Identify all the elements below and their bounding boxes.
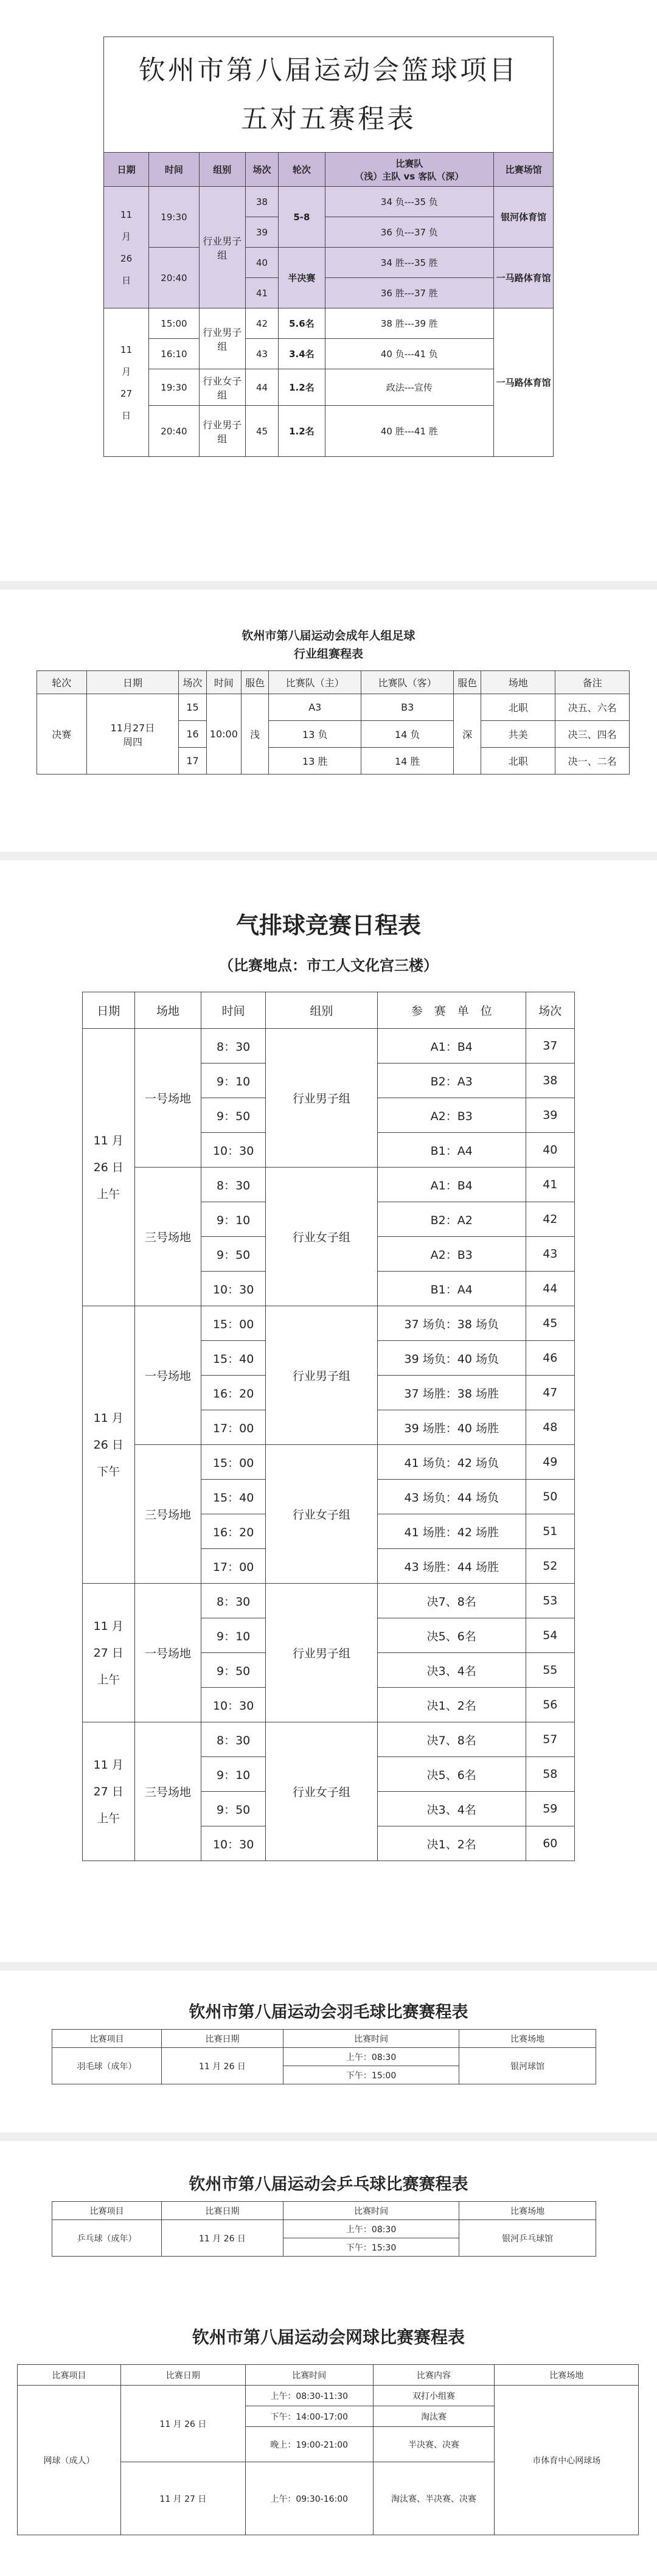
bd-time-am: 上午：08:30 [283, 2048, 459, 2066]
match-cell: 政法---宣传 [325, 369, 494, 406]
football-title-line2: 行业组赛程表 [293, 647, 363, 661]
vb-game: 39 [526, 1098, 574, 1133]
tn-content: 半决赛、决赛 [373, 2427, 495, 2462]
vb-court: 一号场地 [134, 1029, 201, 1168]
vb-units: A1：B4 [377, 1168, 526, 1202]
vb-game: 55 [526, 1653, 574, 1688]
round-cell: 1.2名 [279, 406, 325, 457]
header-round: 轮次 [279, 153, 325, 187]
tn-event: 网球（成人） [18, 2386, 121, 2535]
vb-time: 9：10 [201, 1063, 265, 1098]
fb-away: B3 [361, 694, 454, 721]
vb-game: 51 [526, 1514, 574, 1549]
fb-away: 14 负 [361, 721, 454, 748]
basketball-title-line2: 五对五赛程表 [241, 103, 416, 134]
bd-event: 羽毛球（成年） [52, 2048, 162, 2084]
vb-time: 15：40 [201, 1341, 265, 1376]
vb-game: 50 [526, 1480, 574, 1514]
tn-header: 比赛时间 [245, 2365, 373, 2386]
pp-time-am: 上午：08:30 [283, 2220, 459, 2238]
vb-game: 58 [526, 1757, 574, 1792]
fb-round: 决赛 [37, 694, 87, 775]
pingpong-section [0, 2171, 657, 2253]
bd-time-pm: 下午：15:00 [283, 2066, 459, 2084]
header-game: 场次 [245, 153, 278, 187]
vb-game: 56 [526, 1688, 574, 1722]
vb-time: 9：50 [201, 1237, 265, 1272]
fb-color-home: 浅 [242, 694, 269, 775]
header-teams [325, 153, 494, 187]
fb-header: 日期 [86, 671, 179, 694]
fb-color-away: 深 [454, 694, 481, 775]
group-cell: 行业男子组 [199, 187, 245, 308]
vb-court: 三号场地 [134, 1445, 201, 1584]
vb-game: 49 [526, 1445, 574, 1480]
vb-row [83, 1445, 575, 1480]
fb-away: 14 胜 [361, 748, 454, 775]
vb-group: 行业男子组 [265, 1306, 377, 1445]
vb-game: 41 [526, 1168, 574, 1202]
vb-date: 11 月 26 日 下午 [83, 1306, 135, 1584]
badminton-title: 钦州市第八届运动会羽毛球比赛赛程表 [189, 2003, 468, 2022]
vb-units: 43 场胜：44 场胜 [377, 1549, 526, 1584]
bd-header: 比赛项目 [52, 2030, 162, 2048]
vb-units: 41 场负：42 场负 [377, 1445, 526, 1480]
badminton-table [52, 2029, 596, 2084]
vb-game: 57 [526, 1722, 574, 1757]
header-venue: 比赛场馆 [494, 153, 554, 187]
header-teams-line2: （浅）主队 vs 客队（深） [355, 170, 464, 182]
vb-header: 场地 [134, 992, 201, 1029]
vb-time: 15：00 [201, 1445, 265, 1480]
fb-game: 17 [179, 748, 206, 775]
fb-header: 服色 [242, 671, 269, 694]
tn-time: 下午：14:00-17:00 [245, 2406, 373, 2427]
fb-weekday: 周四 [122, 736, 142, 748]
match-cell: 40 负---41 负 [325, 339, 494, 369]
vb-header: 场次 [526, 992, 574, 1029]
tn-header: 比赛日期 [121, 2365, 246, 2386]
fb-game: 15 [179, 694, 206, 721]
vb-units: 41 场胜：42 场胜 [377, 1514, 526, 1549]
fb-game: 16 [179, 721, 206, 748]
basketball-title [104, 37, 554, 153]
volleyball-table [82, 992, 575, 1861]
header-date: 日期 [104, 153, 149, 187]
section-divider [0, 581, 657, 590]
tennis-title: 钦州市第八届运动会网球比赛赛程表 [192, 2327, 465, 2347]
match-cell: 34 胜---35 胜 [325, 248, 494, 278]
vb-game: 47 [526, 1376, 574, 1410]
badminton-section [0, 1999, 657, 2081]
fb-header: 比赛队（客） [361, 671, 454, 694]
bd-venue: 银河球馆 [459, 2048, 596, 2084]
fb-header: 比赛队（主） [269, 671, 361, 694]
vb-group: 行业男子组 [265, 1029, 377, 1168]
vb-units: A2：B3 [377, 1098, 526, 1133]
fb-home: 13 负 [269, 721, 361, 748]
basketball-table [103, 37, 554, 457]
vb-group: 行业男子组 [265, 1584, 377, 1722]
pp-event: 乒乓球（成年） [52, 2220, 162, 2257]
round-cell: 1.2名 [279, 369, 325, 406]
vb-units: 43 场负：44 场负 [377, 1480, 526, 1514]
vb-court: 三号场地 [134, 1722, 201, 1861]
vb-time: 9：50 [201, 1098, 265, 1133]
fb-date-text: 11月27日 [110, 722, 155, 734]
vb-game: 60 [526, 1826, 574, 1861]
vb-units: 37 场胜：38 场胜 [377, 1376, 526, 1410]
tennis-table [17, 2364, 639, 2535]
time-cell: 19:30 [149, 369, 199, 406]
vb-header: 组别 [265, 992, 377, 1029]
match-cell: 38 胜---39 胜 [325, 308, 494, 339]
game-number: 45 [245, 406, 278, 457]
vb-units: B1：A4 [377, 1133, 526, 1168]
vb-units: B1：A4 [377, 1272, 526, 1306]
vb-time: 10：30 [201, 1688, 265, 1722]
fb-venue: 共美 [481, 721, 555, 748]
vb-time: 17：00 [201, 1410, 265, 1445]
vb-group: 行业女子组 [265, 1445, 377, 1584]
basketball-title-line1: 钦州市第八届运动会篮球项目 [139, 54, 518, 86]
fb-home: A3 [269, 694, 361, 721]
vb-time: 8：30 [201, 1029, 265, 1063]
vb-units: 决7、8名 [377, 1722, 526, 1757]
volleyball-section [0, 907, 657, 1851]
match-cell: 40 胜---41 胜 [325, 406, 494, 457]
tn-content: 淘汰赛、半决赛、决赛 [373, 2462, 495, 2535]
vb-units: B2：A3 [377, 1063, 526, 1098]
tn-time: 上午：09:30-16:00 [245, 2462, 373, 2535]
header-group: 组别 [199, 153, 245, 187]
tn-header: 比赛场地 [495, 2365, 639, 2386]
volleyball-subtitle: （比赛地点：市工人文化宫三楼） [219, 956, 438, 974]
vb-units: 39 场胜：40 场胜 [377, 1410, 526, 1445]
fb-note: 决三、四名 [555, 721, 630, 748]
football-title-line1: 钦州市第八届运动会成年人组足球 [242, 629, 415, 642]
round-cell: 5.6名 [279, 308, 325, 339]
date-nov27: 11 月 27 日 [104, 308, 149, 457]
vb-time: 8：30 [201, 1722, 265, 1757]
vb-court: 一号场地 [134, 1306, 201, 1445]
vb-date: 11 月 27 日 上午 [83, 1722, 135, 1861]
vb-time: 15：00 [201, 1306, 265, 1341]
time-cell: 19:30 [149, 187, 199, 248]
game-number: 42 [245, 308, 278, 339]
vb-units: A1：B4 [377, 1029, 526, 1063]
football-table [36, 670, 630, 775]
fb-note: 决五、六名 [555, 694, 630, 721]
vb-units: 39 场负：40 场负 [377, 1341, 526, 1376]
fb-header: 备注 [555, 671, 630, 694]
vb-units: 决3、4名 [377, 1792, 526, 1826]
bd-header: 比赛场地 [459, 2030, 596, 2048]
vb-game: 53 [526, 1584, 574, 1618]
vb-time: 16：20 [201, 1514, 265, 1549]
game-number: 40 [245, 248, 278, 278]
tn-header: 比赛项目 [18, 2365, 121, 2386]
vb-game: 48 [526, 1410, 574, 1445]
bd-header: 比赛日期 [162, 2030, 283, 2048]
pingpong-title: 钦州市第八届运动会乒乓球比赛赛程表 [189, 2175, 468, 2194]
vb-game: 59 [526, 1792, 574, 1826]
pp-header: 比赛项目 [52, 2202, 162, 2220]
game-number: 44 [245, 369, 278, 406]
round-cell: 3.4名 [279, 339, 325, 369]
pp-time-pm: 下午：15:30 [283, 2238, 459, 2257]
fb-header: 轮次 [37, 671, 87, 694]
fb-header: 场地 [481, 671, 555, 694]
vb-game: 45 [526, 1306, 574, 1341]
time-cell: 20:40 [149, 406, 199, 457]
tn-date: 11 月 26 日 [121, 2386, 246, 2462]
pp-venue: 银河乒乓球馆 [459, 2220, 596, 2257]
pp-header: 比赛场地 [459, 2202, 596, 2220]
tennis-section [0, 2324, 657, 2504]
vb-game: 40 [526, 1133, 574, 1168]
tn-time: 上午：08:30-11:30 [245, 2386, 373, 2406]
header-time: 时间 [149, 153, 199, 187]
vb-time: 9：50 [201, 1653, 265, 1688]
football-section [0, 627, 657, 767]
venue-cell: 一马路体育馆 [494, 248, 554, 308]
time-cell: 16:10 [149, 339, 199, 369]
vb-header: 日期 [83, 992, 135, 1029]
round-cell: 半决赛 [279, 248, 325, 308]
vb-court: 一号场地 [134, 1584, 201, 1722]
vb-header: 时间 [201, 992, 265, 1029]
group-cell: 行业男子组 [199, 308, 245, 369]
football-title [0, 627, 657, 663]
vb-time: 9：10 [201, 1202, 265, 1237]
vb-units: 决5、6名 [377, 1618, 526, 1653]
vb-group: 行业女子组 [265, 1168, 377, 1306]
game-number: 43 [245, 339, 278, 369]
time-cell: 15:00 [149, 308, 199, 339]
pp-header: 比赛时间 [283, 2202, 459, 2220]
tn-content: 双打小组赛 [373, 2386, 495, 2406]
round-cell: 5-8 [279, 187, 325, 248]
vb-time: 10：30 [201, 1133, 265, 1168]
vb-game: 43 [526, 1237, 574, 1272]
fb-venue: 北职 [481, 694, 555, 721]
header-teams-line1: 比赛队 [395, 158, 423, 169]
volleyball-title: 气排球竞赛日程表 [235, 911, 421, 939]
tn-date: 11 月 27 日 [121, 2462, 246, 2535]
vb-game: 42 [526, 1202, 574, 1237]
vb-time: 10：30 [201, 1272, 265, 1306]
vb-row [83, 1168, 575, 1202]
vb-units: 决5、6名 [377, 1757, 526, 1792]
fb-header: 场次 [179, 671, 206, 694]
fb-header: 服色 [454, 671, 481, 694]
tn-time: 晚上：19:00-21:00 [245, 2427, 373, 2462]
bd-date: 11 月 26 日 [162, 2048, 283, 2084]
vb-units: 决3、4名 [377, 1653, 526, 1688]
tn-header: 比赛内容 [373, 2365, 495, 2386]
vb-time: 9：10 [201, 1618, 265, 1653]
vb-time: 9：10 [201, 1757, 265, 1792]
group-cell: 行业女子组 [199, 369, 245, 406]
vb-group: 行业女子组 [265, 1722, 377, 1861]
venue-cell: 一马路体育馆 [494, 308, 554, 457]
vb-time: 8：30 [201, 1168, 265, 1202]
vb-header: 参 赛 单 位 [377, 992, 526, 1029]
vb-game: 38 [526, 1063, 574, 1098]
pingpong-table [52, 2201, 596, 2257]
fb-home: 13 胜 [269, 748, 361, 775]
fb-venue: 北职 [481, 748, 555, 775]
vb-time: 16：20 [201, 1376, 265, 1410]
match-cell: 36 负---37 负 [325, 217, 494, 248]
vb-court: 三号场地 [134, 1168, 201, 1306]
time-cell: 20:40 [149, 248, 199, 308]
pp-date: 11 月 26 日 [162, 2220, 283, 2257]
game-number: 39 [245, 217, 278, 248]
fb-note: 决一、二名 [555, 748, 630, 775]
vb-units: 决7、8名 [377, 1584, 526, 1618]
fb-date [86, 694, 179, 775]
vb-row [83, 1722, 575, 1757]
vb-row [83, 1306, 575, 1341]
vb-time: 9：50 [201, 1792, 265, 1826]
vb-time: 15：40 [201, 1480, 265, 1514]
vb-row [83, 1029, 575, 1063]
game-number: 38 [245, 187, 278, 217]
pp-header: 比赛日期 [162, 2202, 283, 2220]
vb-game: 52 [526, 1549, 574, 1584]
vb-date: 11 月 27 日 上午 [83, 1584, 135, 1722]
vb-time: 10：30 [201, 1826, 265, 1861]
match-cell: 36 胜---37 胜 [325, 278, 494, 308]
fb-time: 10:00 [206, 694, 241, 775]
vb-units: A2：B3 [377, 1237, 526, 1272]
vb-units: B2：A2 [377, 1202, 526, 1237]
group-cell: 行业男子组 [199, 406, 245, 457]
vb-date: 11 月 26 日 上午 [83, 1029, 135, 1306]
tn-content: 淘汰赛 [373, 2406, 495, 2427]
match-cell: 34 负---35 负 [325, 187, 494, 217]
vb-game: 54 [526, 1618, 574, 1653]
game-number: 41 [245, 278, 278, 308]
date-nov26: 11 月 26 日 [104, 187, 149, 308]
vb-units: 决1、2名 [377, 1688, 526, 1722]
vb-time: 17：00 [201, 1549, 265, 1584]
vb-game: 37 [526, 1029, 574, 1063]
bd-header: 比赛时间 [283, 2030, 459, 2048]
vb-game: 44 [526, 1272, 574, 1306]
vb-time: 8：30 [201, 1584, 265, 1618]
tn-venue: 市体育中心网球场 [495, 2386, 639, 2535]
section-divider [0, 2132, 657, 2141]
vb-row [83, 1584, 575, 1618]
venue-cell: 银河体育馆 [494, 187, 554, 248]
section-divider [0, 1962, 657, 1971]
vb-game: 46 [526, 1341, 574, 1376]
fb-header: 时间 [206, 671, 241, 694]
vb-units: 决1、2名 [377, 1826, 526, 1861]
vb-units: 37 场负：38 场负 [377, 1306, 526, 1341]
section-divider [0, 852, 657, 860]
